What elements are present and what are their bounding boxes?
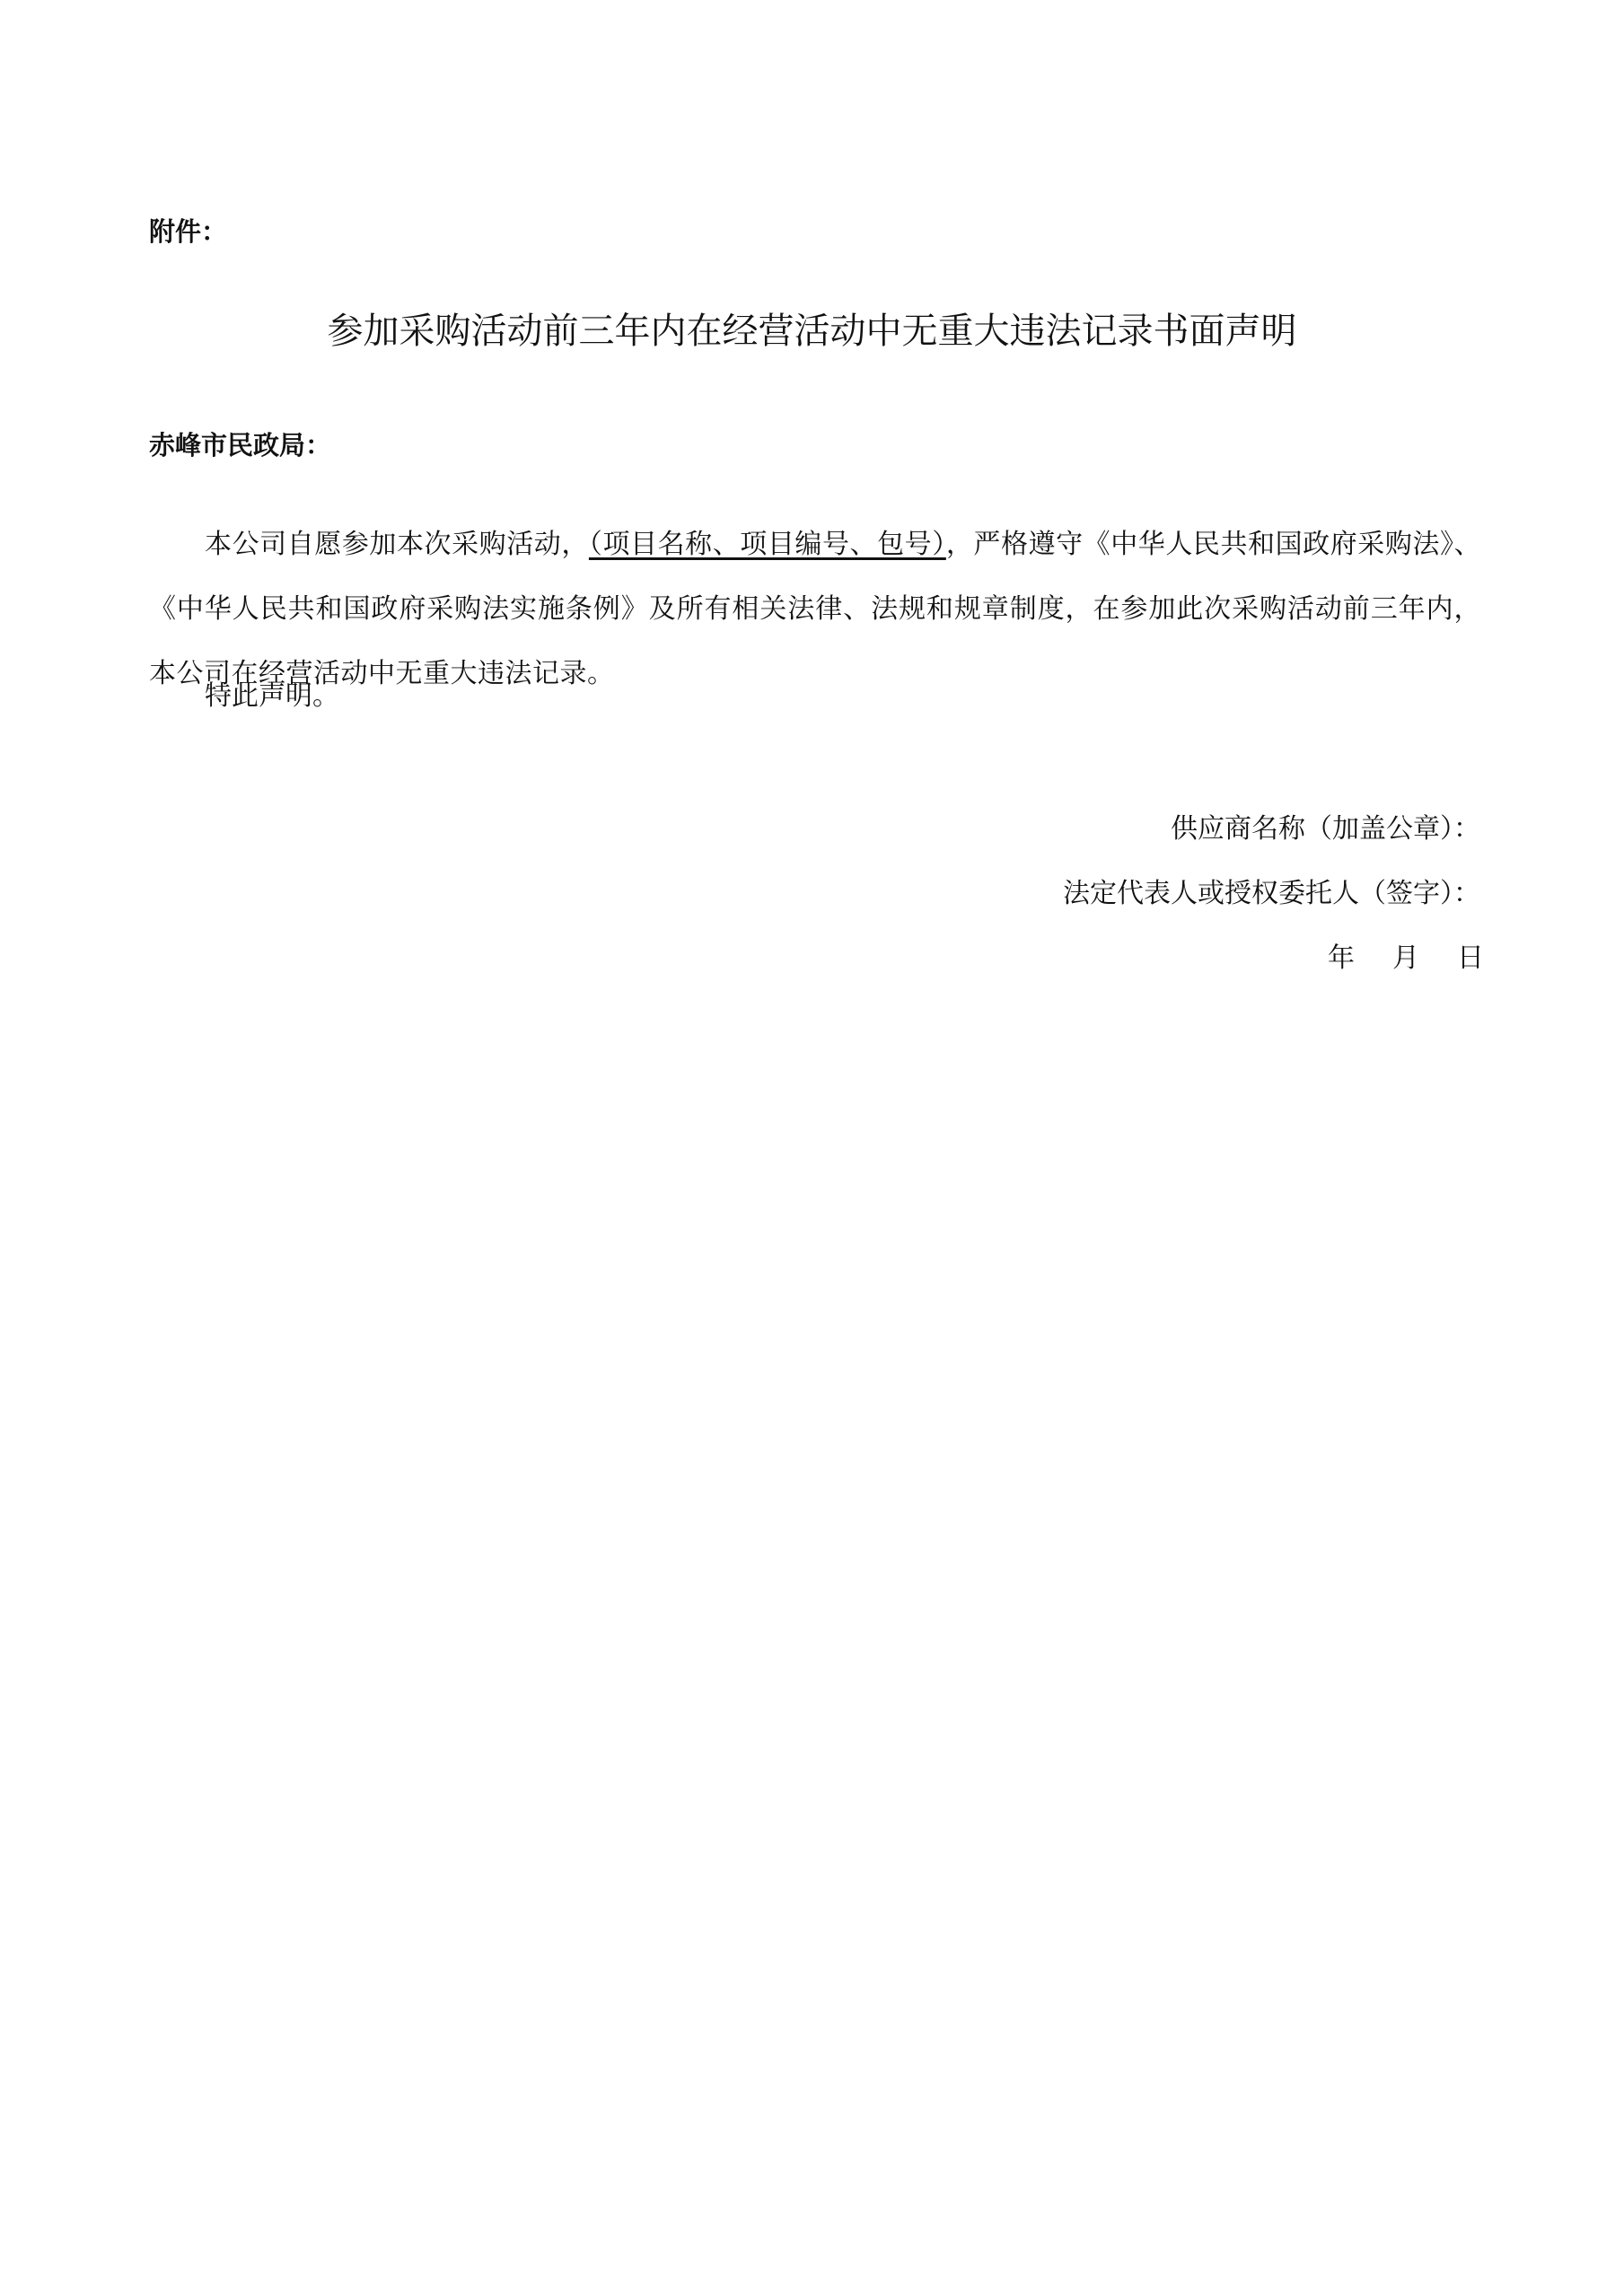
date-line bbox=[1328, 941, 1484, 977]
closing-statement: 特此声明。 bbox=[205, 680, 339, 712]
document-title: 参加采购活动前三年内在经营活动中无重大违法记录书面声明 bbox=[327, 310, 1297, 352]
supplier-name-label: 供应商名称（加盖公章）： bbox=[1171, 813, 1480, 845]
project-info-blank: （项目名称、项目编号、包号） bbox=[588, 529, 946, 560]
date-month: 月 bbox=[1392, 942, 1419, 974]
body-text-before-blank: 本公司自愿参加本次采购活动， bbox=[205, 529, 589, 560]
body-text-after-blank: ，严格遵守《中华人民共和国政府采购法》、《中华人民共和国政府采购法实施条例》及所有相关法律、法规和规章制度，在参加此次采购活动前三年内，本公司在经营活动中无重大违法记录。 bbox=[149, 529, 1482, 689]
attachment-label: 附件： bbox=[149, 216, 228, 247]
representative-signature-label: 法定代表人或授权委托人（签字）： bbox=[1063, 878, 1480, 909]
declaration-body bbox=[149, 513, 1481, 706]
date-year: 年 bbox=[1328, 942, 1355, 974]
date-day: 日 bbox=[1457, 942, 1484, 974]
addressee: 赤峰市民政局： bbox=[149, 430, 332, 460]
